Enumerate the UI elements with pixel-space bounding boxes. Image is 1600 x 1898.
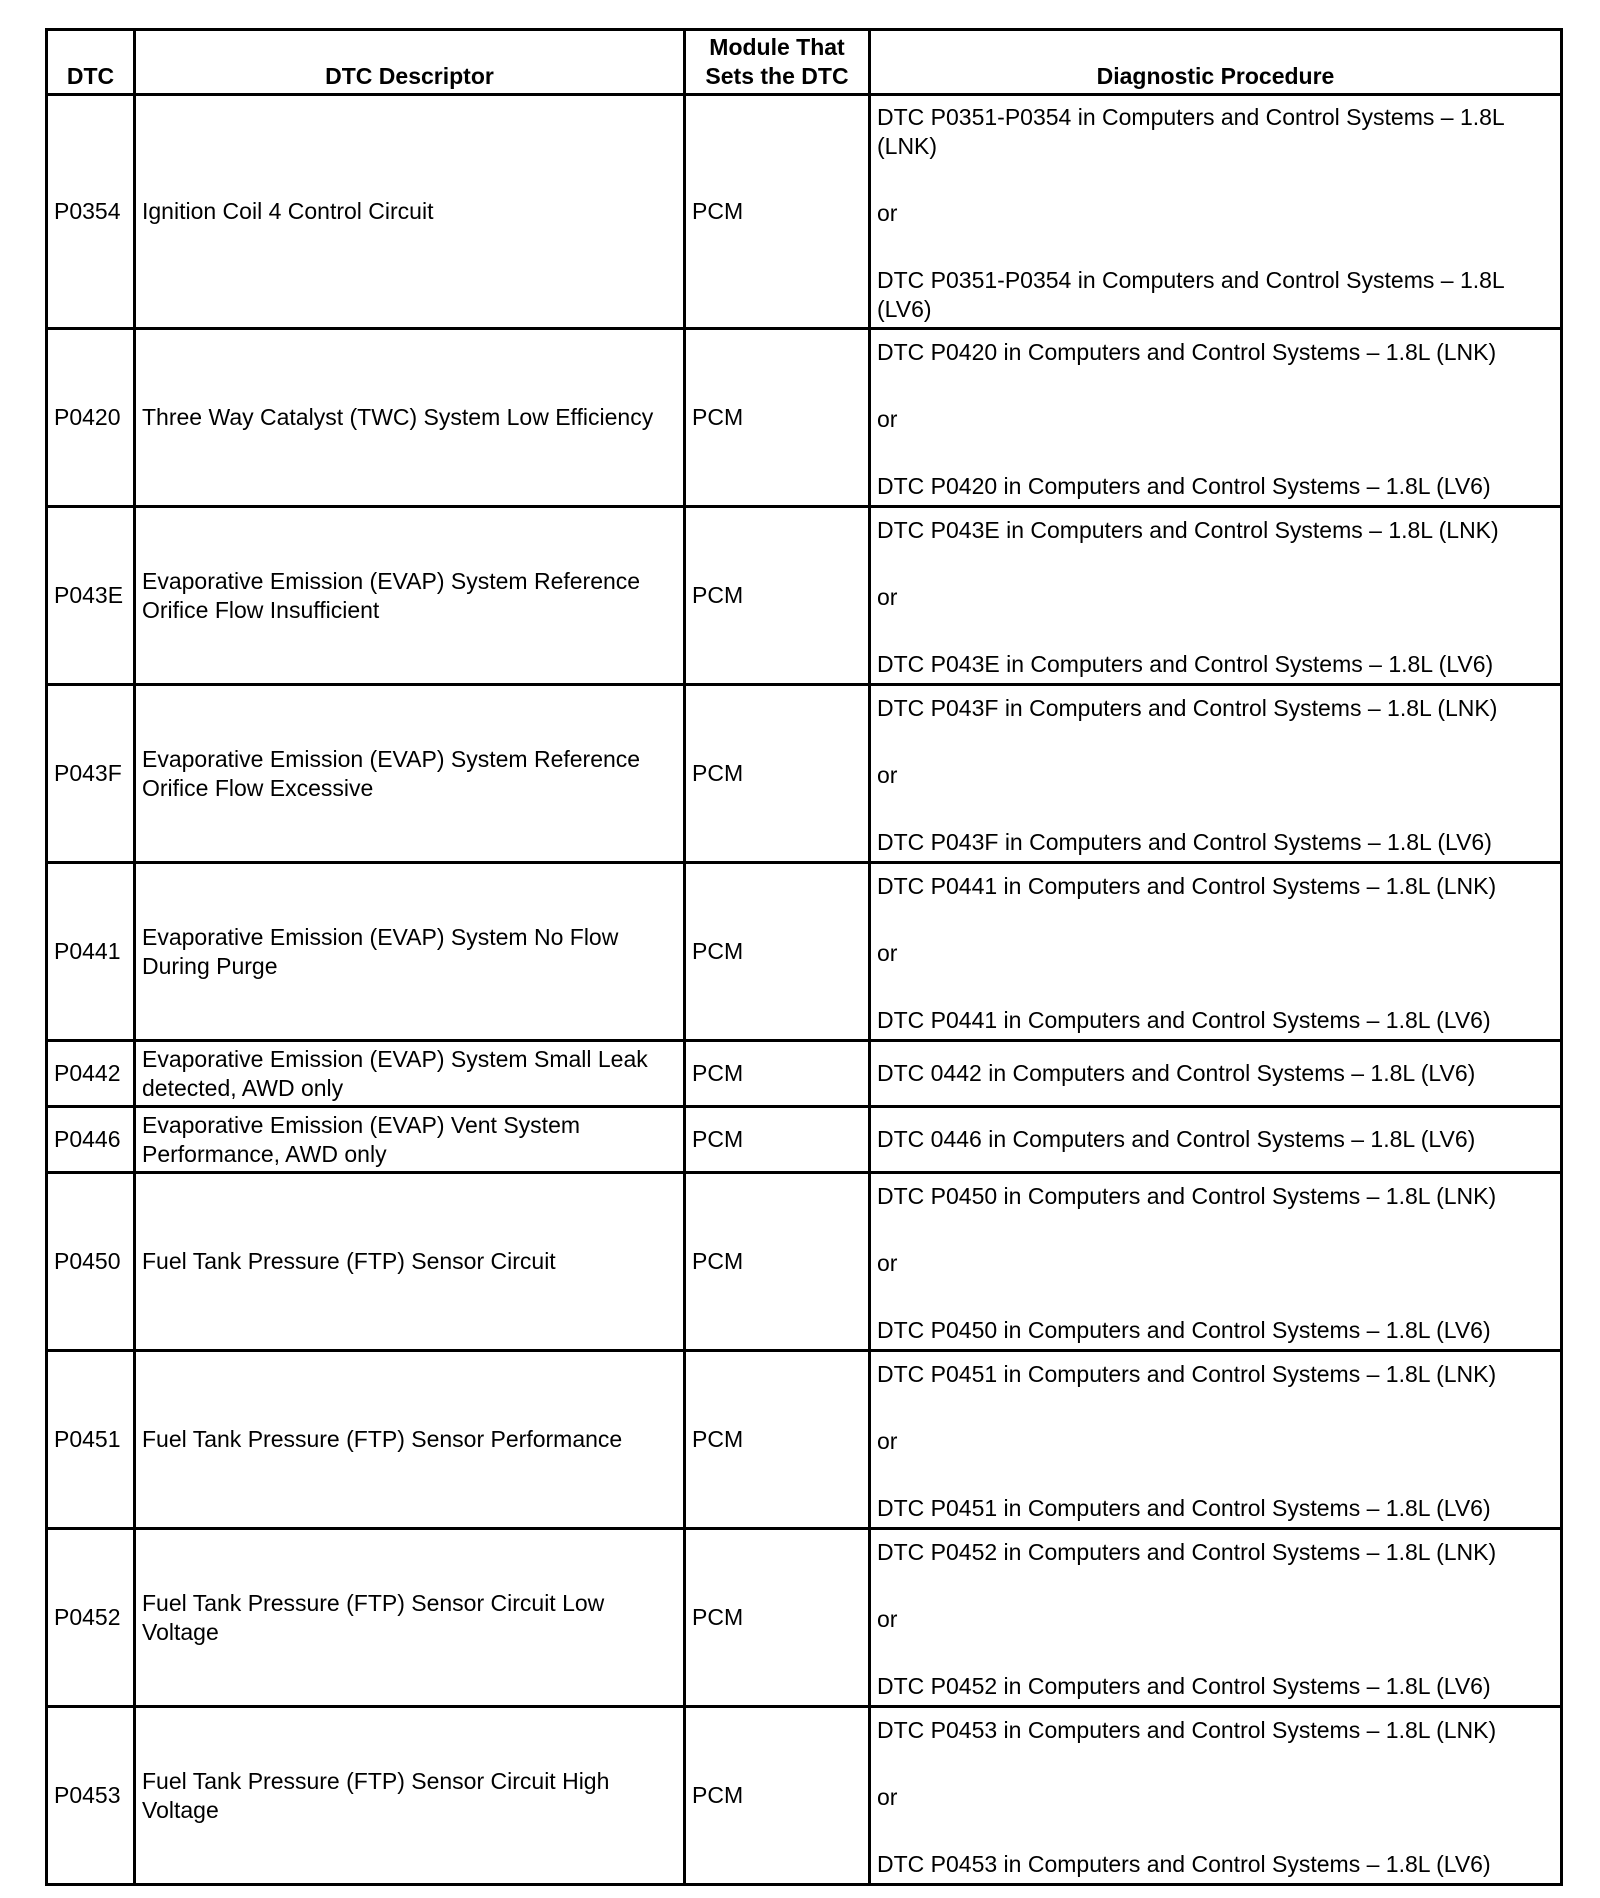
table-row xyxy=(47,1351,1562,1529)
dtc-code: P0450 xyxy=(47,1173,135,1351)
dtc-module: PCM xyxy=(685,507,870,685)
procedure-link-lv6[interactable]: DTC P0451 in Computers and Control Systems – 1.8L (LV6) xyxy=(877,1495,1491,1521)
dtc-module: PCM xyxy=(685,1707,870,1885)
diagnostic-procedure xyxy=(870,1351,1562,1529)
table-row xyxy=(47,1173,1562,1351)
procedure-or: or xyxy=(877,762,898,788)
diagnostic-procedure xyxy=(870,1529,1562,1707)
dtc-code: P0446 xyxy=(47,1107,135,1173)
procedure-link-lv6[interactable]: DTC P0351-P0354 in Computers and Control Systems – 1.8L (LV6) xyxy=(877,267,1504,322)
procedure-or: or xyxy=(877,584,898,610)
header-procedure: Diagnostic Procedure xyxy=(870,30,1562,95)
procedure-link-lnk[interactable]: DTC P0453 in Computers and Control Systems – 1.8L (LNK) xyxy=(877,1717,1497,1743)
dtc-module: PCM xyxy=(685,1041,870,1107)
procedure-or: or xyxy=(877,1428,898,1454)
dtc-descriptor: Ignition Coil 4 Control Circuit xyxy=(135,95,685,329)
procedure-or: or xyxy=(877,1606,898,1632)
dtc-module: PCM xyxy=(685,1107,870,1173)
procedure-or: or xyxy=(877,406,898,432)
dtc-code: P0451 xyxy=(47,1351,135,1529)
dtc-descriptor: Evaporative Emission (EVAP) System No Flow During Purge xyxy=(135,863,685,1041)
dtc-descriptor: Evaporative Emission (EVAP) Vent System Performance, AWD only xyxy=(135,1107,685,1173)
procedure-link-lv6[interactable]: DTC P0450 in Computers and Control Systems – 1.8L (LV6) xyxy=(877,1317,1491,1343)
dtc-code: P0452 xyxy=(47,1529,135,1707)
dtc-code: P043E xyxy=(47,507,135,685)
dtc-module: PCM xyxy=(685,95,870,329)
procedure-or: or xyxy=(877,1250,898,1276)
dtc-code: P043F xyxy=(47,685,135,863)
diagnostic-procedure xyxy=(870,95,1562,329)
procedure-link-lnk[interactable]: DTC P043F in Computers and Control Systems – 1.8L (LNK) xyxy=(877,695,1498,721)
procedure-link-lv6[interactable]: DTC 0446 in Computers and Control Systems – 1.8L (LV6) xyxy=(877,1126,1476,1152)
diagnostic-procedure xyxy=(870,1173,1562,1351)
dtc-module: PCM xyxy=(685,329,870,507)
procedure-link-lv6[interactable]: DTC P043F in Computers and Control Systems – 1.8L (LV6) xyxy=(877,829,1492,855)
procedure-link-lnk[interactable]: DTC P0451 in Computers and Control Systems – 1.8L (LNK) xyxy=(877,1361,1497,1387)
dtc-table xyxy=(45,28,1563,1886)
table-row xyxy=(47,1529,1562,1707)
diagnostic-procedure xyxy=(870,1041,1562,1107)
table-row xyxy=(47,1707,1562,1885)
dtc-module: PCM xyxy=(685,1351,870,1529)
dtc-descriptor: Evaporative Emission (EVAP) System Reference Orifice Flow Insufficient xyxy=(135,507,685,685)
header-module: Module That Sets the DTC xyxy=(685,30,870,95)
dtc-descriptor: Evaporative Emission (EVAP) System Reference Orifice Flow Excessive xyxy=(135,685,685,863)
dtc-module: PCM xyxy=(685,685,870,863)
dtc-code: P0420 xyxy=(47,329,135,507)
diagnostic-procedure xyxy=(870,863,1562,1041)
procedure-link-lv6[interactable]: DTC P0453 in Computers and Control Systems – 1.8L (LV6) xyxy=(877,1851,1491,1877)
procedure-link-lv6[interactable]: DTC P0420 in Computers and Control Systems – 1.8L (LV6) xyxy=(877,473,1491,499)
dtc-descriptor: Fuel Tank Pressure (FTP) Sensor Circuit High Voltage xyxy=(135,1707,685,1885)
table-header-row xyxy=(47,30,1562,95)
dtc-descriptor: Fuel Tank Pressure (FTP) Sensor Circuit Low Voltage xyxy=(135,1529,685,1707)
dtc-descriptor: Fuel Tank Pressure (FTP) Sensor Circuit xyxy=(135,1173,685,1351)
procedure-link-lnk[interactable]: DTC P0452 in Computers and Control Systems – 1.8L (LNK) xyxy=(877,1539,1497,1565)
diagnostic-procedure xyxy=(870,685,1562,863)
procedure-link-lnk[interactable]: DTC P0450 in Computers and Control Systems – 1.8L (LNK) xyxy=(877,1183,1497,1209)
dtc-code: P0442 xyxy=(47,1041,135,1107)
dtc-module: PCM xyxy=(685,1529,870,1707)
procedure-link-lv6[interactable]: DTC P0441 in Computers and Control Systems – 1.8L (LV6) xyxy=(877,1007,1491,1033)
diagnostic-procedure xyxy=(870,329,1562,507)
procedure-link-lnk[interactable]: DTC P043E in Computers and Control Systems – 1.8L (LNK) xyxy=(877,517,1499,543)
procedure-link-lv6[interactable]: DTC P043E in Computers and Control Systems – 1.8L (LV6) xyxy=(877,651,1494,677)
diagnostic-procedure xyxy=(870,1107,1562,1173)
procedure-link-lnk[interactable]: DTC P0351-P0354 in Computers and Control Systems – 1.8L (LNK) xyxy=(877,104,1504,159)
table-row xyxy=(47,329,1562,507)
table-row xyxy=(47,507,1562,685)
procedure-link-lv6[interactable]: DTC 0442 in Computers and Control Systems – 1.8L (LV6) xyxy=(877,1060,1476,1086)
procedure-or: or xyxy=(877,940,898,966)
procedure-link-lnk[interactable]: DTC P0420 in Computers and Control Systems – 1.8L (LNK) xyxy=(877,339,1497,365)
procedure-link-lnk[interactable]: DTC P0441 in Computers and Control Systems – 1.8L (LNK) xyxy=(877,873,1497,899)
table-row xyxy=(47,1041,1562,1107)
header-dtc: DTC xyxy=(47,30,135,95)
dtc-module: PCM xyxy=(685,1173,870,1351)
diagnostic-procedure xyxy=(870,507,1562,685)
dtc-code: P0354 xyxy=(47,95,135,329)
dtc-module: PCM xyxy=(685,863,870,1041)
table-row xyxy=(47,863,1562,1041)
dtc-descriptor: Fuel Tank Pressure (FTP) Sensor Performance xyxy=(135,1351,685,1529)
table-row xyxy=(47,1107,1562,1173)
procedure-or: or xyxy=(877,1784,898,1810)
procedure-or: or xyxy=(877,200,898,226)
dtc-descriptor: Three Way Catalyst (TWC) System Low Efficiency xyxy=(135,329,685,507)
table-row xyxy=(47,95,1562,329)
dtc-descriptor: Evaporative Emission (EVAP) System Small Leak detected, AWD only xyxy=(135,1041,685,1107)
table-row xyxy=(47,685,1562,863)
dtc-code: P0453 xyxy=(47,1707,135,1885)
procedure-link-lv6[interactable]: DTC P0452 in Computers and Control Systems – 1.8L (LV6) xyxy=(877,1673,1491,1699)
diagnostic-procedure xyxy=(870,1707,1562,1885)
header-descriptor: DTC Descriptor xyxy=(135,30,685,95)
dtc-code: P0441 xyxy=(47,863,135,1041)
